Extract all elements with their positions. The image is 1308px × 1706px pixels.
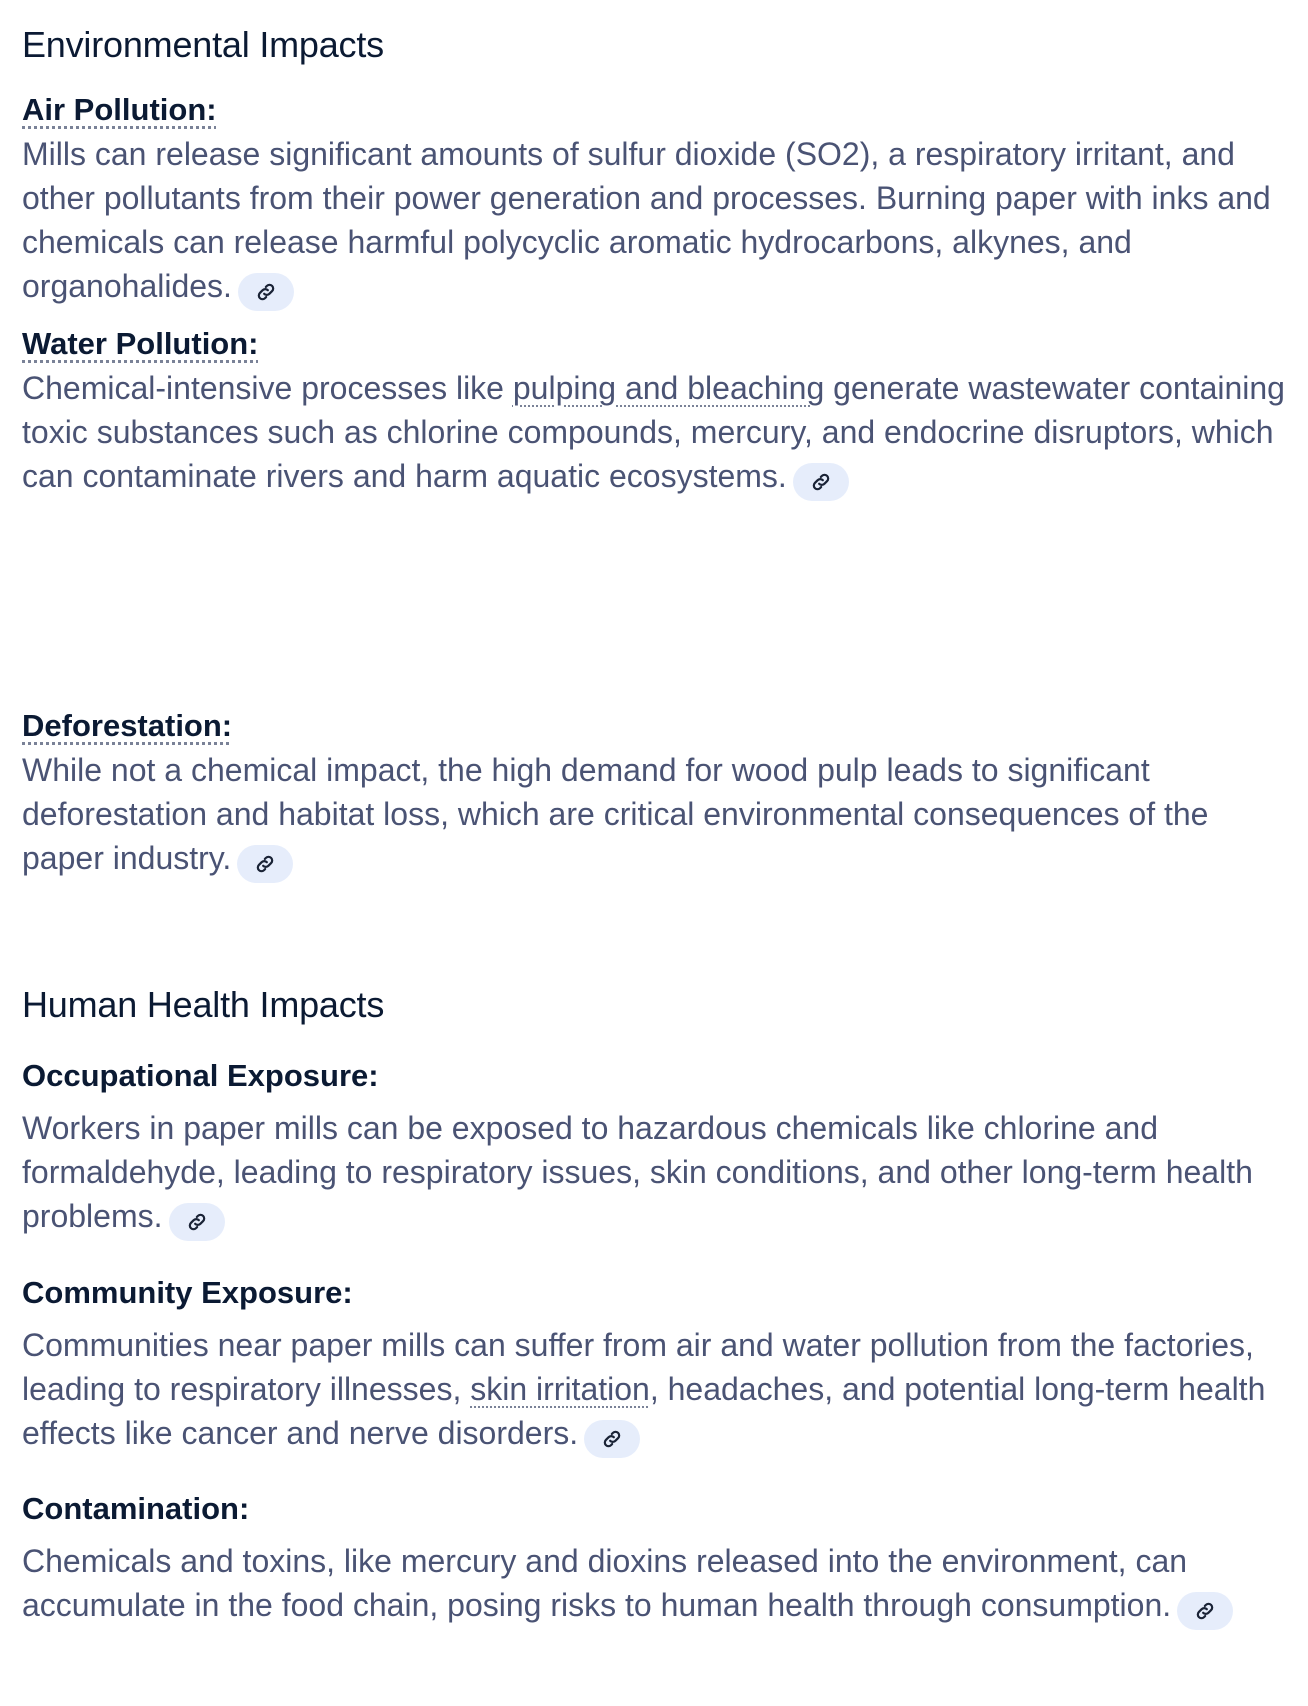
environmental-impacts-heading: Environmental Impacts [22, 24, 384, 65]
source-link-chip[interactable] [1177, 1592, 1233, 1630]
contamination-section [22, 1487, 1292, 1630]
link-icon [1194, 1600, 1216, 1622]
link-icon [254, 853, 276, 875]
community-exposure-text: Communities near paper mills can suffer from air and water pollution from the factories, leading to respiratory illnesses, skin irritation, headaches, and potential long-term health effects like cancer and nerve disorders. [22, 1323, 1292, 1458]
link-icon [601, 1428, 623, 1450]
source-link-chip[interactable] [793, 463, 849, 501]
human-health-impacts-heading: Human Health Impacts [22, 984, 385, 1025]
air-pollution-text: Mills can release significant amounts of sulfur dioxide (SO2), a respiratory irritant, and other pollutants from their power generation and processes. Burning paper with inks and chemicals can release harmful polycyclic aromatic hydrocarbons, alkynes, and organohalides. [22, 132, 1292, 311]
occupational-exposure-text: Workers in paper mills can be exposed to hazardous chemicals like chlorine and formaldehyde, leading to respiratory issues, skin conditions, and other long-term health problems. [22, 1106, 1292, 1241]
air-pollution-section [22, 88, 1292, 311]
water-pollution-text: Chemical-intensive processes like pulping and bleaching generate wastewater containing toxic substances such as chlorine compounds, mercury, and endocrine disruptors, which can contaminate rivers and harm aquatic ecosystems. [22, 366, 1292, 501]
deforestation-title[interactable]: Deforestation: [22, 708, 233, 743]
source-link-chip[interactable] [584, 1420, 640, 1458]
occupational-exposure-section [22, 1054, 1292, 1241]
water-pollution-section [22, 322, 1292, 501]
water-pollution-title[interactable]: Water Pollution: [22, 326, 259, 361]
link-icon [255, 281, 277, 303]
contamination-title: Contamination: [22, 1491, 250, 1526]
occupational-exposure-title: Occupational Exposure: [22, 1058, 379, 1093]
deforestation-section [22, 704, 1292, 883]
deforestation-text: While not a chemical impact, the high demand for wood pulp leads to significant deforestation and habitat loss, which are critical environmental consequences of the paper industry. [22, 748, 1292, 883]
contamination-text: Chemicals and toxins, like mercury and dioxins released into the environment, can accumulate in the food chain, posing risks to human health through consumption. [22, 1539, 1292, 1630]
link-icon [810, 471, 832, 493]
skin-irritation-term[interactable]: skin irritation [470, 1371, 650, 1407]
community-exposure-section [22, 1271, 1292, 1458]
link-icon [186, 1211, 208, 1233]
community-exposure-title: Community Exposure: [22, 1275, 353, 1310]
air-pollution-title[interactable]: Air Pollution: [22, 92, 217, 127]
source-link-chip[interactable] [238, 273, 294, 311]
source-link-chip[interactable] [169, 1203, 225, 1241]
pulping-bleaching-term[interactable]: pulping and bleaching [512, 370, 825, 406]
source-link-chip[interactable] [237, 845, 293, 883]
